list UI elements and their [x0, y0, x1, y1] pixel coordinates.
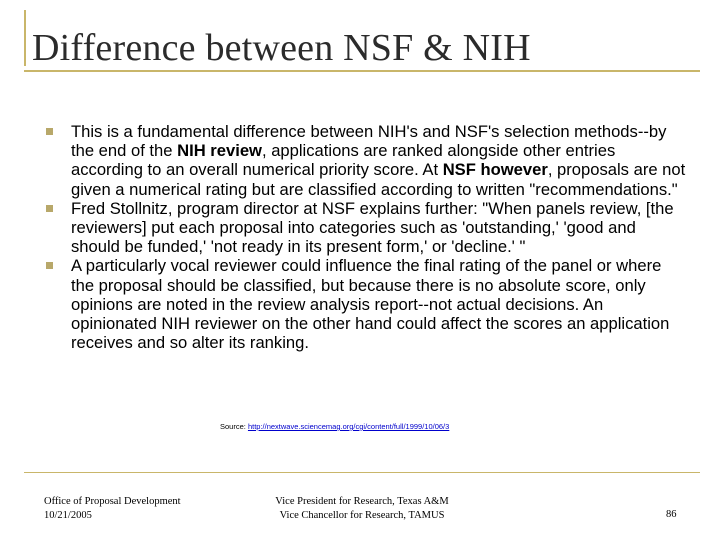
bullet-text: A particularly vocal reviewer could influence the final rating of the panel or where the proposal should be classified, but because there is no absolute score, only opinions are noted in the review analysis report--not actual decisions. An opinionated NIH reviewer on the other hand could affect the scores an application receives and so alter its ranking.: [71, 256, 670, 353]
source-label: Source:: [220, 422, 248, 431]
bullet-item: [46, 256, 686, 352]
footer-left: [44, 495, 181, 523]
footer-center: [262, 495, 462, 523]
bullet-text: , applications are ranked alongside other entries according to an overall numerical priority score. At: [71, 141, 616, 180]
footer-office: Office of Proposal Development: [44, 496, 181, 507]
title-accent-vertical: [24, 10, 26, 66]
page-title: Difference between NSF & NIH: [32, 27, 531, 69]
source-citation: [220, 422, 449, 431]
page-number: 86: [666, 509, 677, 520]
footer-vc: Vice Chancellor for Research, TAMUS: [279, 510, 445, 521]
bullet-item: [46, 122, 686, 199]
bullet-bold-text: NSF however: [442, 160, 548, 180]
bullet-bold-text: NIH review: [177, 141, 262, 161]
source-link[interactable]: http://nextwave.sciencemag.org/cgi/content/full/1999/10/06/3: [247, 422, 450, 431]
square-bullet-icon: [46, 205, 53, 212]
bullet-item: [46, 199, 686, 257]
bullet-text: Fred Stollnitz, program director at NSF explains further: "When panels review, [the reviewers] put each proposal into categories such as 'outstanding,' 'good and should be funded,' 'not ready in its present form,' or 'decline.' ": [71, 198, 674, 257]
footer-date: 10/21/2005: [44, 510, 92, 521]
footer-vp: Vice President for Research, Texas A&M: [275, 496, 449, 507]
square-bullet-icon: [46, 128, 53, 135]
title-underline: [24, 70, 700, 72]
square-bullet-icon: [46, 262, 53, 269]
bullet-list: [46, 122, 686, 352]
bullet-text: This is a fundamental difference between NIH's and NSF's selection methods--by the end of the: [71, 122, 667, 161]
bullet-text: , proposals are not given a numerical rating but are classified according to written "recommendations.": [71, 160, 686, 199]
footer-divider: [24, 472, 700, 473]
